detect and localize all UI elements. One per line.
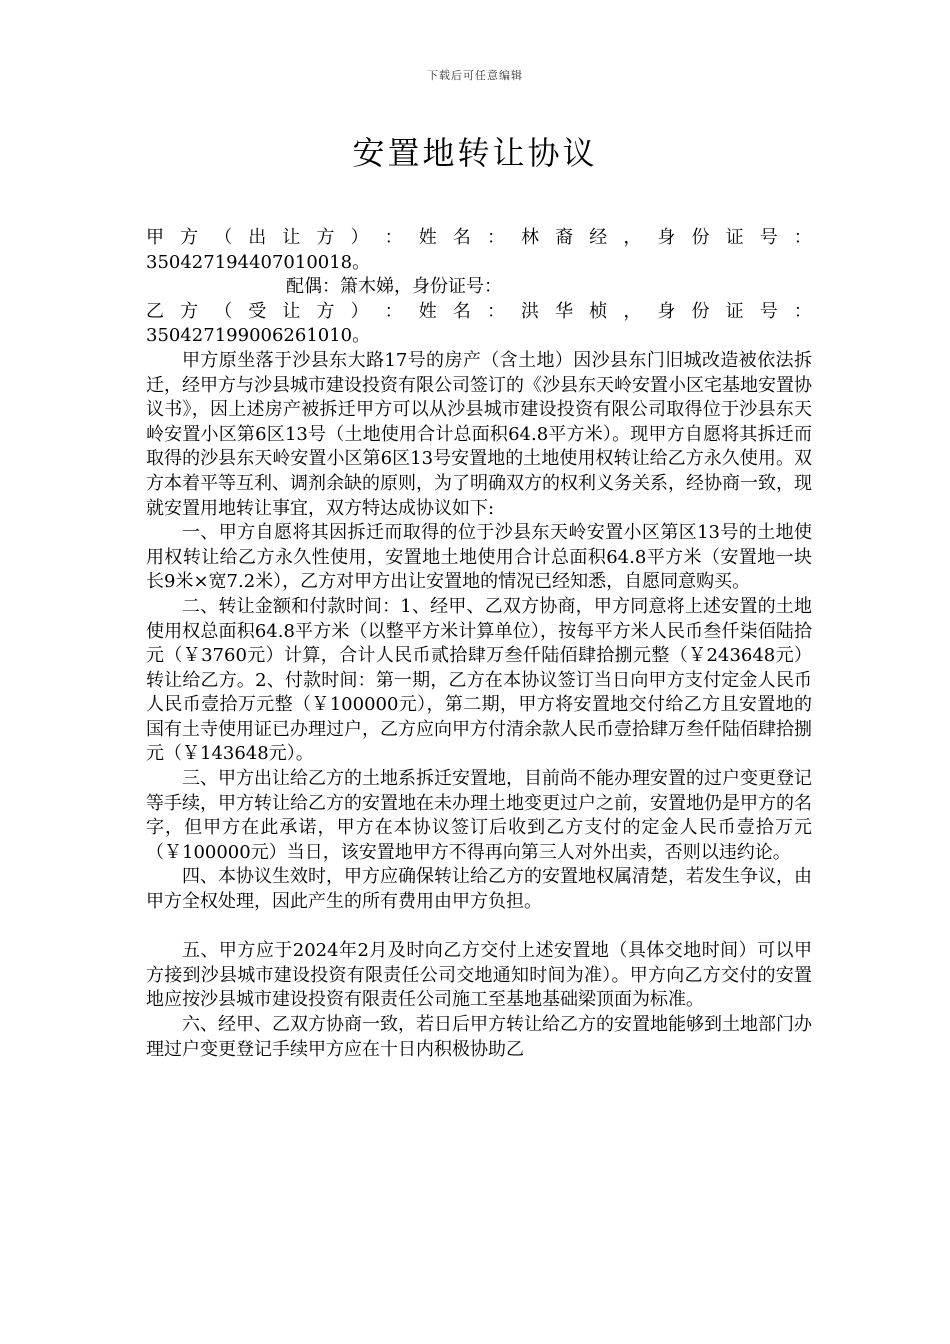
blank-line [146,915,812,940]
party-a-id-number: 350427194407010018。 [146,251,371,273]
clause-3: 三、甲方出让给乙方的土地系拆迁安置地，目前尚不能办理安置的过户变更登记等手续，甲方转让给乙方的安置地在未办理土地变更过户之前，安置地仍是甲方的名字，但甲方在此承诺，甲方在本协议签订后收到乙方支付的定金人民币壹拾万元（￥100000元）当日，该安置地甲方不得再向第三人对外出卖，否则以违约论。 [146,768,812,863]
party-b-line: 乙 方 （ 受 让 方 ） ： 姓 名 ： 洪 华 桢 ， 身 份 证 号 ： [146,300,812,322]
clause-6: 六、经甲、乙双方协商一致，若日后甲方转让给乙方的安置地能够到土地部门办理过户变更登记手续甲方应在十日内积极协助乙 [146,1014,812,1060]
agreement-body [146,226,812,1062]
document-title: 安置地转让协议 [352,134,598,172]
clause-4: 四、本协议生效时，甲方应确保转让给乙方的安置地权属清楚，若发生争议，由甲方全权处理，因此产生的所有费用由甲方负担。 [146,866,812,913]
clause-2: 二、转让金额和付款时间：1、经甲、乙双方协商，甲方同意将上述安置的土地使用权总面积64.8平方米（以整平方米计算单位），按每平方米人民币叁仟柒佰陆拾元（￥3760元）计算，合计人民币贰拾肆万叁仟陆佰肆拾捌元整（￥243648元）转让给乙方。2、付款时间：第一期，乙方在本协议签订当日向甲方支付定金人民币人民币壹拾万元整（￥100000元），第二期，甲方将安置地交付给乙方且安置地的国有土寺使用证已办理过户，乙方应向甲方付清余款人民币壹拾肆万叁仟陆佰肆拾捌元（￥143648元）。 [146,595,812,765]
clause-5: 五、甲方应于2024年2月及时向乙方交付上述安置地（具体交地时间）可以甲方接到沙县城市建设投资有限责任公司交地通知时间为准）。甲方向乙方交付的安置地应按沙县城市建设投资有限责任公司施工至基地基础梁顶面为标准。 [146,940,812,1011]
preamble-paragraph: 甲方原坐落于沙县东大路17号的房产（含土地）因沙县东门旧城改造被依法拆迁，经甲方与沙县城市建设投资有限公司签订的《沙县东天岭安置小区宅基地安置协议书》，因上述房产被拆迁甲方可以从沙县城市建设投资有限公司取得位于沙县东天岭安置小区第6区13号（土地使用合计总面积64.8平方米）。现甲方自愿将其拆迁而取得的沙县东天岭安置小区第6区13号安置地的土地使用权转让给乙方永久使用。双方本着平等互利、调剂余缺的原则，为了明确双方的权利义务关系，经协商一致，现就安置用地转让事宜，双方特达成协议如下: [146,349,812,519]
party-a-line: 甲 方 （ 出 让 方 ） ： 姓 名 ： 林 裔 经 ， 身 份 证 号 ： [146,227,812,248]
clause-1: 一、甲方自愿将其因拆迁而取得的位于沙县东天岭安置小区第区13号的土地使用权转让给乙方永久性使用，安置地土地使用合计总面积64.8平方米（安置地一块长9米×宽7.2米），乙方对甲方出让安置地的情况已经知悉，自愿同意购买。 [146,522,812,593]
party-a-spouse: 配偶：箫木娣，身份证号： [286,276,502,298]
party-b-id-number: 350427199006261010。 [146,325,371,347]
header-note: 下载后可任意编辑 [427,69,523,82]
